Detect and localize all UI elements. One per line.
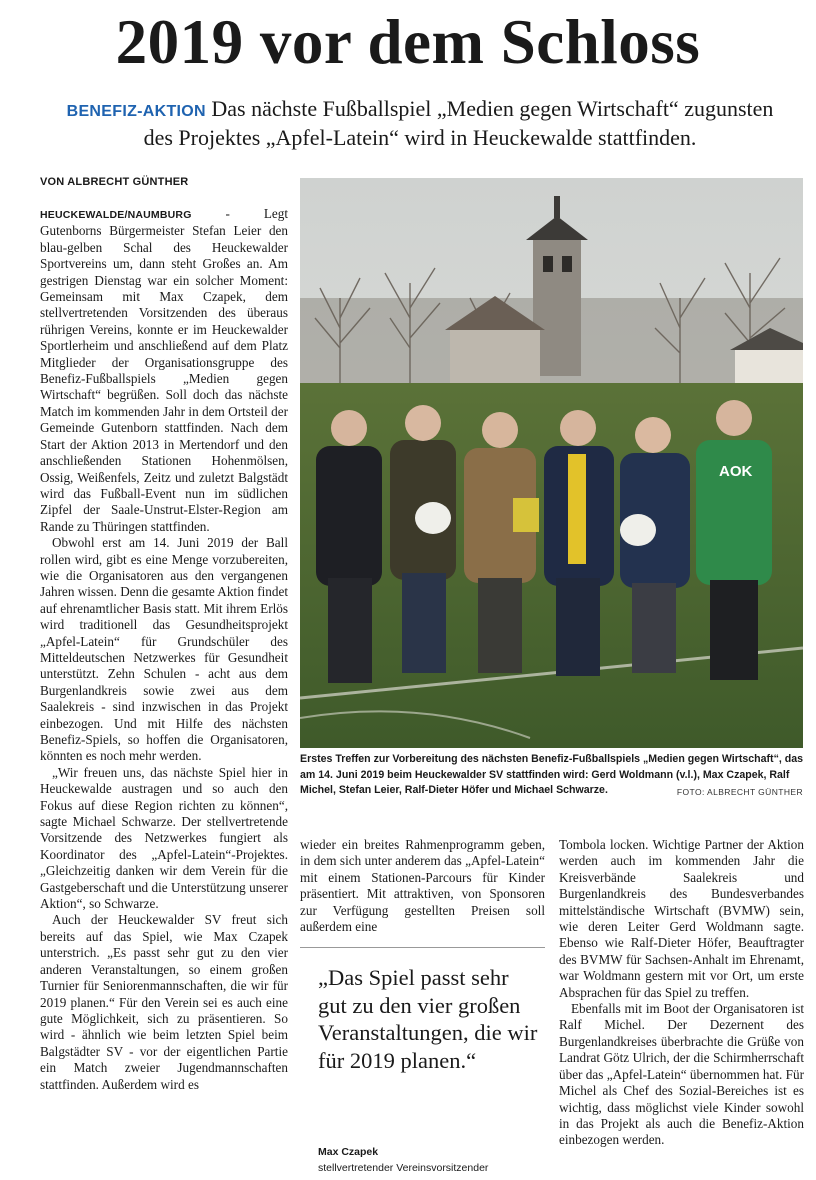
byline: VON ALBRECHT GÜNTHER <box>40 176 189 188</box>
photo-illustration <box>300 178 803 748</box>
paragraph: Ebenfalls mit im Boot der Organisatoren ist Ralf Michel. Der Dezernent des Burgenlandkreises überbrachte die Grüße von Landrat Götz Ulrich, der die Schirmherrschaft über das „Apfel-Latein“ übernommen hat. Für Michel als Chef des Sozial-Bereiches ist es wichtig, dass möglichst viele Kinder sowohl in das Projekt als auch die Benefiz-Aktion einbezogen werden. <box>559 1001 804 1148</box>
pullquote-divider <box>300 947 545 948</box>
caption-text: Erstes Treffen zur Vorbereitung des nächsten Benefiz-Fußballspiels „Medien gegen Wirtschaft“, das am 14. Juni 2019 beim Heuckewalder SV stattfinden wird: Gerd Woldmann (v.l.), Max Czapek, Ralf Michel, Stefan Leier, Ralf-Dieter Höfer und Michael Schwarze. <box>300 753 804 796</box>
group-photo <box>300 178 803 748</box>
paragraph: Tombola locken. Wichtige Partner der Aktion werden auch im kommenden Jahr die Kreisverbände Saalekreis und Burgenlandkreis des Bundesverbandes mittelständische Wirtschaft (BVMW) sein, wie deren Leiter Gerd Woldmann sagte. Ebenso wie Ralf-Dieter Höfer, Beauftragter des BVMW für Sachsen-Anhalt im Ehrenamt, war Woldmann gestern mit vor Ort, um erste Absprachen für das Spiel zu treffen. <box>559 837 804 1000</box>
paragraph: wieder ein breites Rahmenprogramm geben, in dem sich unter anderem das „Apfel-Latein“ mit einem Stationen-Parcours für Kinder präsentiert. Mit attraktiven, von Sponsoren zur Verfügung gestellten Preisen soll außerdem eine <box>300 837 545 935</box>
jersey-logo: AOK <box>719 463 753 480</box>
kicker: BENEFIZ-AKTION <box>66 103 206 120</box>
dateline: HEUCKEWALDE/NAUMBURG <box>40 209 192 221</box>
pullquote: „Das Spiel passt sehr gut zu den vier großen Veranstaltungen, die wir für 2019 planen.“ <box>318 965 538 1073</box>
photo-caption <box>300 752 803 801</box>
article-column-3 <box>559 837 804 1149</box>
deck-text: Das nächste Fußballspiel „Medien gegen Wirtschaft“ zugunsten des Projektes „Apfel-Latein“ wird in Heuckewalde stattfinden. <box>143 96 774 150</box>
photo-credit: FOTO: ALBRECHT GÜNTHER <box>676 787 803 797</box>
paragraph <box>40 206 288 535</box>
paragraph: „Wir freuen uns, das nächste Spiel hier in Heuckewalde austragen und so auch den Fokus auf diese Region richten zu können“, sagte Michael Schwarze. Der stellvertretende Vorsitzende des Netzwerkes fungiert als Koordinator des „Apfel-Latein“-Projektes. „Gleichzeitig danken wir dem Verein für die Gastgeberschaft und die Unterstützung unserer Aktion“, so Schwarze. <box>40 764 288 912</box>
article-column-1 <box>40 206 288 1093</box>
article-column-2 <box>300 837 545 935</box>
pullquote-name: Max Czapek <box>318 1146 379 1158</box>
paragraph: Obwohl erst am 14. Juni 2019 der Ball rollen wird, gibt es eine Menge vorzubereiten, wie die Organisatoren aus den vergangenen Jahren wissen. Denn die gesamte Aktion findet auf ehrenamtlicher Basis statt. Mit ihrem Erlös wird traditionell das Gesundheitsprojekt „Apfel-Latein“ für Grundschüler des Mitteldeutschen Netzwerkes für Gesundheit unterstützt. Zehn Schulen - acht aus dem Burgenlandkreis sowie zwei aus dem Saalekreis - sind inzwischen in das Projekt einbezogen. Und mit Hilfe des nächsten Benefiz-Spiels, so hoffen die Organisatoren, könnten es noch mehr werden. <box>40 535 288 764</box>
paragraph-text: - Legt Gutenborns Bürgermeister Stefan Leier den blau-gelben Schal des Heuckewalder Sportvereins um, dann steht Großes an. Am gestrigen Dienstag war ein solcher Moment: Gemeinsam mit Max Czapek, dem stellvertretenden Vorsitzenden des überaus rührigen Vereins, konnte er im Heuckewalder Sportlerheim und anschließend auf dem Platz Mitglieder der Organisationsgruppe des Benefiz-Fußballspiels „Medien gegen Wirtschaft“ begrüßen. Soll doch das nächste Match im kommenden Jahr in dem Ortsteil der Gemeinde Gutenborn stattfinden. Nach dem Start der Aktion 2013 in Mertendorf und den anschließenden Stationen Hohenmölsen, Ossig, Weißenfels, Zeitz und zuletzt Balgstädt wird das Fußball-Event nun im südlichen Zipfel der Saale-Unstrut-Elster-Region am Rande zu Thüringen stattfinden. <box>40 206 288 534</box>
pullquote-role: stellvertretender Vereinsvorsitzender <box>318 1162 489 1174</box>
paragraph: Auch der Heuckewalder SV freut sich bereits auf das Spiel, wie Max Czapek unterstrich. „Es passt sehr gut zu den vier anderen Veranstaltungen, so einem großen Turnier für Seniorenmannschaften, die wir für 2019 planen.“ Für den Verein sei es auch eine gute Möglichkeit, sich zu präsentieren. So wird - ähnlich wie beim letzten Spiel beim Balgstädter SV - vor der eigentlichen Partie ein Match zweier Jugendmannschaften stattfinden. Außerdem wird es <box>40 912 288 1092</box>
deck <box>60 96 780 151</box>
headline: 2019 vor dem Schloss <box>115 7 701 77</box>
